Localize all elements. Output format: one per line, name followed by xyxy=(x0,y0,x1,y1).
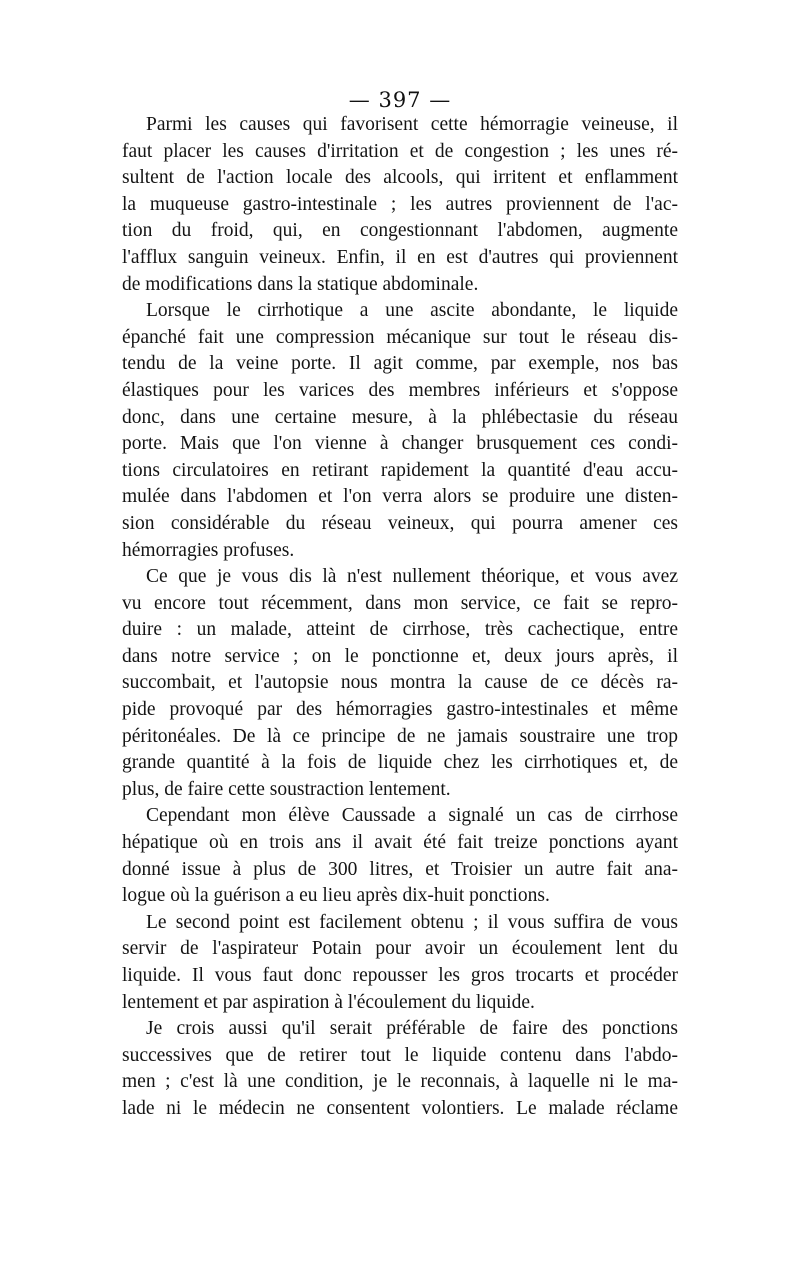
text-line: dans notre service ; on le ponctionne et, deux jours après, il xyxy=(122,645,678,667)
text-line: liquide. Il vous faut donc repousser les gros trocarts et procéder xyxy=(122,965,678,986)
text-line: péritonéales. De là ce principe de ne jamais soustraire une trop xyxy=(122,725,678,747)
text-line: lentement et par aspiration à l'écoulement du liquide. xyxy=(122,991,535,1013)
text-line: Lorsque le cirrhotique a une ascite abondante, le liquide xyxy=(146,300,678,322)
paragraph xyxy=(122,564,678,803)
text-line: men ; c'est là une condition, je le reconnais, à laquelle ni le ma- xyxy=(122,1071,678,1093)
text-line: lade ni le médecin ne consentent volontiers. Le malade réclame xyxy=(122,1097,678,1119)
paragraph xyxy=(122,298,678,564)
text-line: pide provoqué par des hémorragies gastro-intestinales et même xyxy=(122,699,678,721)
text-line: porte. Mais que l'on vienne à changer brusquement ces condi- xyxy=(122,433,678,455)
text-line: mulée dans l'abdomen et l'on verra alors se produire une disten- xyxy=(122,486,678,508)
text-line: de modifications dans la statique abdominale. xyxy=(122,273,479,295)
text-line: faut placer les causes d'irritation et de congestion ; les unes ré- xyxy=(122,140,678,162)
page-number: — 397 — xyxy=(348,88,452,112)
text-line: épanché fait une compression mécanique sur tout le réseau dis- xyxy=(122,326,678,348)
text-line: donné issue à plus de 300 litres, et Troisier un autre fait ana- xyxy=(122,858,678,880)
text-line: tions circulatoires en retirant rapidement la quantité d'eau accu- xyxy=(122,459,678,481)
text-line: Le second point est facilement obtenu ; il vous suffira de vous xyxy=(146,911,678,933)
text-line: la muqueuse gastro-intestinale ; les autres proviennent de l'ac- xyxy=(122,193,678,215)
paragraph xyxy=(122,1016,678,1122)
text-line: duire : un malade, atteint de cirrhose, très cachectique, entre xyxy=(122,619,678,641)
paragraph xyxy=(122,112,678,298)
paragraph xyxy=(122,910,678,1016)
paragraph xyxy=(122,803,678,909)
body-text xyxy=(122,112,678,1123)
text-line: servir de l'aspirateur Potain pour avoir un écoulement lent du xyxy=(122,938,678,960)
text-line: succombait, et l'autopsie nous montra la cause de ce décès ra- xyxy=(122,672,678,694)
text-line: tion du froid, qui, en congestionnant l'abdomen, augmente xyxy=(122,220,678,242)
text-line: hépatique où en trois ans il avait été fait treize ponctions ayant xyxy=(122,832,678,854)
text-line: plus, de faire cette soustraction lentement. xyxy=(122,778,451,800)
text-line: vu encore tout récemment, dans mon service, ce fait se repro- xyxy=(122,592,678,614)
text-line: donc, dans une certaine mesure, à la phlébectasie du réseau xyxy=(122,406,678,428)
text-line: Parmi les causes qui favorisent cette hémorragie veineuse, il xyxy=(146,114,678,135)
text-line: logue où la guérison a eu lieu après dix-huit ponctions. xyxy=(122,885,550,907)
text-line: sultent de l'action locale des alcools, qui irritent et enflamment xyxy=(122,167,678,189)
text-line: Je crois aussi qu'il serait préférable de faire des ponctions xyxy=(146,1018,678,1040)
text-line: Ce que je vous dis là n'est nullement théorique, et vous avez xyxy=(146,566,678,588)
text-line: élastiques pour les varices des membres inférieurs et s'oppose xyxy=(122,379,678,401)
text-line: hémorragies profuses. xyxy=(122,539,295,561)
text-line: successives que de retirer tout le liquide contenu dans l'abdo- xyxy=(122,1044,678,1066)
text-line: tendu de la veine porte. Il agit comme, par exemple, nos bas xyxy=(122,353,678,375)
text-line: Cependant mon élève Caussade a signalé un cas de cirrhose xyxy=(146,805,678,827)
text-line: l'afflux sanguin veineux. Enfin, il en est d'autres qui proviennent xyxy=(122,246,678,268)
text-line: sion considérable du réseau veineux, qui pourra amener ces xyxy=(122,512,678,534)
text-line: grande quantité à la fois de liquide chez les cirrhotiques et, de xyxy=(122,752,678,774)
